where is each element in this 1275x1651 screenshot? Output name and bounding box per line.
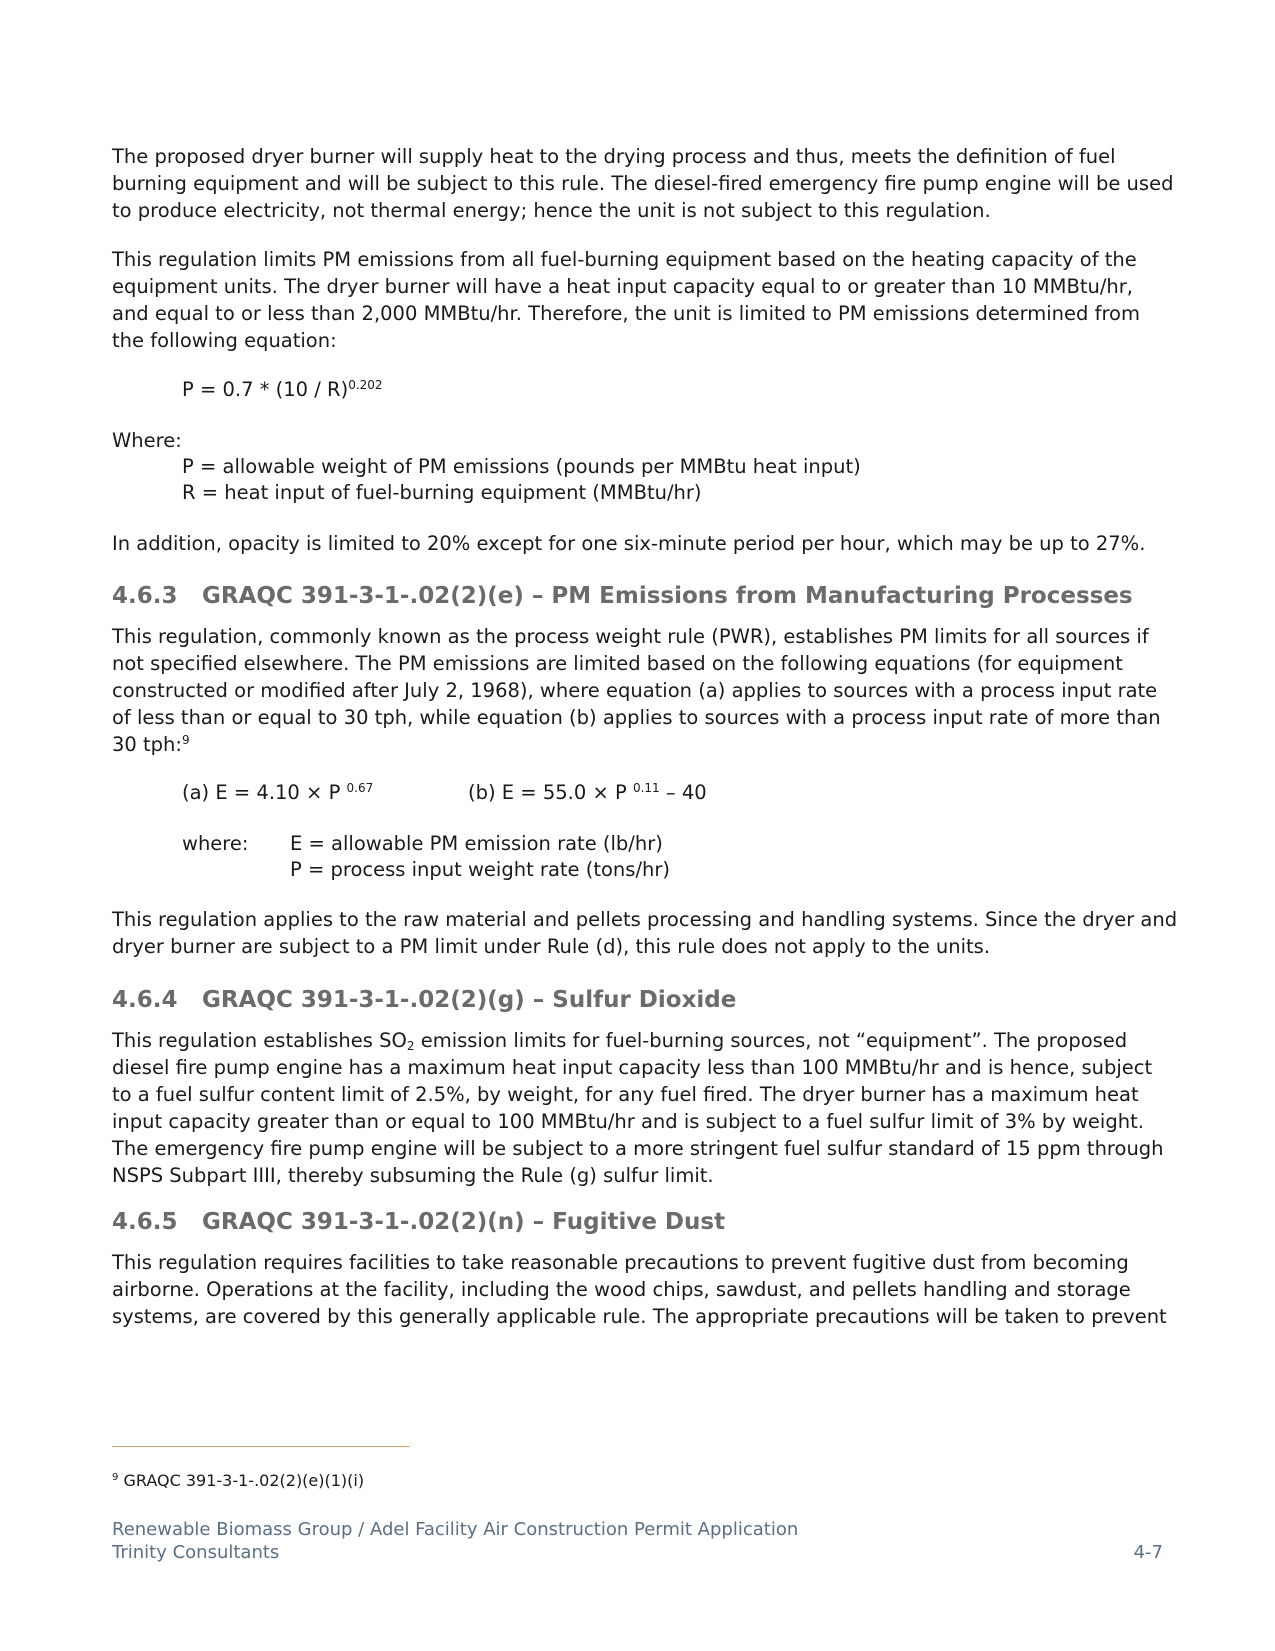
where-label: Where: — [112, 429, 182, 452]
text-line: to produce electricity, not thermal energy; hence the unit is not subject to this regulation. — [112, 199, 991, 222]
text-segment: emission limits for fuel-burning sources, not “equipment”. The proposed — [414, 1029, 1128, 1052]
section-title: GRAQC 391-3-1-.02(2)(e) – PM Emissions from Manufacturing Processes — [202, 583, 1133, 609]
section-463-paragraph — [112, 623, 1172, 758]
page-number: 4-7 — [1133, 1542, 1163, 1563]
text-line: This regulation requires facilities to take reasonable precautions to prevent fugitive dust from becoming — [112, 1251, 1129, 1274]
section-number: 4.6.3 — [112, 583, 178, 609]
text-line: and equal to or less than 2,000 MMBtu/hr. Therefore, the unit is limited to PM emissions determined from — [112, 302, 1140, 325]
text-line: burning equipment and will be subject to this rule. The diesel-fired emergency fire pump engine will be used — [112, 172, 1174, 195]
definition-e: E = allowable PM emission rate (lb/hr) — [290, 832, 663, 855]
text-line — [112, 731, 1172, 758]
equation-a-base: (a) E = 4.10 × P — [182, 781, 341, 804]
text-line: of less than or equal to 30 tph, while equation (b) applies to sources with a process input rate of more than — [112, 706, 1161, 729]
section-title: GRAQC 391-3-1-.02(2)(g) – Sulfur Dioxide — [202, 987, 737, 1013]
intro-paragraph — [112, 143, 1172, 224]
section-heading-464 — [112, 985, 736, 1015]
subscript: 2 — [406, 1039, 415, 1053]
footnote — [112, 1470, 364, 1492]
section-465-paragraph — [112, 1249, 1172, 1330]
pm-paragraph — [112, 246, 1172, 354]
text-line: equipment units. The dryer burner will have a heat input capacity equal to or greater than 10 MMBtu/hr, — [112, 275, 1133, 298]
text-line: input capacity greater than or equal to 100 MMBtu/hr and is subject to a fuel sulfur limit of 3% by weight. — [112, 1110, 1144, 1133]
equation-b-exponent: 0.11 — [632, 781, 660, 795]
text-line: The proposed dryer burner will supply heat to the drying process and thus, meets the definition of fuel — [112, 145, 1116, 168]
equation-exponent: 0.202 — [348, 378, 383, 392]
text-line: to a fuel sulfur content limit of 2.5%, by weight, for any fuel fired. The dryer burner has a maximum heat — [112, 1083, 1139, 1106]
definition-r: R = heat input of fuel-burning equipment (MMBtu/hr) — [182, 481, 702, 504]
text-line — [112, 1027, 1172, 1054]
text-line: dryer burner are subject to a PM limit under Rule (d), this rule does not apply to the units. — [112, 935, 991, 958]
footer-company: Trinity Consultants — [112, 1542, 280, 1563]
text-line: This regulation, commonly known as the process weight rule (PWR), establishes PM limits for all sources if — [112, 625, 1149, 648]
section-464-paragraph — [112, 1027, 1172, 1189]
text-line: This regulation applies to the raw material and pellets processing and handling systems. Since the dryer and — [112, 908, 1178, 931]
text-line: NSPS Subpart IIII, thereby subsuming the Rule (g) sulfur limit. — [112, 1164, 714, 1187]
text-line: the following equation: — [112, 329, 337, 352]
section-heading-463 — [112, 581, 1133, 611]
section-heading-465 — [112, 1207, 725, 1237]
section-463-paragraph-2 — [112, 906, 1178, 960]
text-segment: This regulation establishes SO — [112, 1029, 407, 1052]
where-label-463: where: — [182, 832, 249, 855]
footnote-separator — [112, 1446, 410, 1447]
text-line: This regulation limits PM emissions from all fuel-burning equipment based on the heating capacity of the — [112, 248, 1137, 271]
footnote-number: 9 — [112, 1472, 119, 1483]
equation-b — [468, 779, 707, 806]
section-number: 4.6.5 — [112, 1209, 178, 1235]
equation-a-exponent: 0.67 — [346, 781, 374, 795]
text-line: constructed or modified after July 2, 1968), where equation (a) applies to sources with a process input rate — [112, 679, 1158, 702]
text-line: diesel fire pump engine has a maximum heat input capacity less than 100 MMBtu/hr and is hence, subject — [112, 1056, 1153, 1079]
opacity-text: In addition, opacity is limited to 20% except for one six-minute period per hour, which may be up to 27%. — [112, 532, 1146, 555]
footnote-text: GRAQC 391-3-1-.02(2)(e)(1)(i) — [123, 1471, 365, 1490]
equation-base: P = 0.7 * (10 / R) — [182, 378, 349, 401]
text-line: airborne. Operations at the facility, including the wood chips, sawdust, and pellets handling and storage — [112, 1278, 1131, 1301]
equation-b-base: (b) E = 55.0 × P — [468, 781, 627, 804]
footer-document-title: Renewable Biomass Group / Adel Facility Air Construction Permit Application — [112, 1519, 799, 1540]
equation-b-tail: – 40 — [665, 781, 707, 804]
definition-p: P = allowable weight of PM emissions (pounds per MMBtu heat input) — [182, 455, 861, 478]
section-title: GRAQC 391-3-1-.02(2)(n) – Fugitive Dust — [202, 1209, 726, 1235]
definition-p-process: P = process input weight rate (tons/hr) — [290, 858, 670, 881]
text-line: The emergency fire pump engine will be subject to a more stringent fuel sulfur standard of 15 ppm through — [112, 1137, 1164, 1160]
section-number: 4.6.4 — [112, 987, 178, 1013]
text-line: not specified elsewhere. The PM emissions are limited based on the following equations (for equipment — [112, 652, 1123, 675]
text-line-end: 30 tph: — [112, 733, 182, 756]
footnote-reference: 9 — [181, 733, 190, 747]
text-line: systems, are covered by this generally applicable rule. The appropriate precautions will be taken to prevent — [112, 1305, 1167, 1328]
equation-a — [182, 779, 373, 806]
equation-pm-heat — [182, 376, 383, 403]
